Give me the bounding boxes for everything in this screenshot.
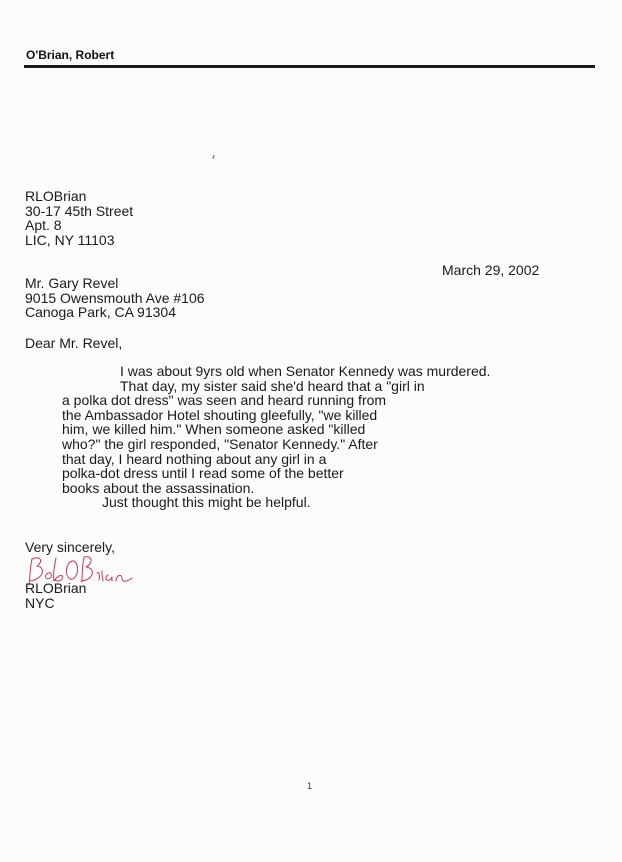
salutation: Dear Mr. Revel, [25, 335, 123, 351]
body-line: Just thought this might be helpful. [102, 494, 311, 511]
recipient-line: Canoga Park, CA 91304 [25, 304, 176, 320]
body-line: I was about 9yrs old when Senator Kennedy was murdered. [120, 363, 491, 379]
signature-block [25, 581, 86, 610]
recipient-line: 9015 Owensmouth Ave #106 [25, 289, 205, 306]
body-line: him, we killed him." When someone asked "killed [62, 421, 366, 438]
page-number: 1 [307, 781, 313, 791]
letter-body [62, 364, 490, 510]
sender-line: LIC, NY 11103 [25, 231, 115, 248]
header-rule [24, 65, 595, 68]
body-line: books about the assassination. [62, 479, 255, 496]
sender-line: Apt. 8 [25, 217, 62, 233]
signature-line: RLOBrian [25, 580, 87, 596]
body-line: polka-dot dress until I read some of the better [62, 465, 344, 482]
body-line: the Ambassador Hotel shouting gleefully, "we killed [62, 406, 378, 423]
signature-line: NYC [25, 594, 55, 611]
recipient-address [25, 276, 205, 320]
header-name: O'Brian, Robert [26, 48, 115, 62]
body-line: That day, my sister said she'd heard that a "girl in [120, 377, 425, 394]
body-line: who?" the girl responded, "Senator Kennedy." After [62, 435, 378, 452]
sender-line: RLOBrian [25, 188, 87, 204]
letter-date: March 29, 2002 [442, 262, 540, 278]
body-line: a polka dot dress" was seen and heard running from [62, 392, 387, 409]
recipient-line: Mr. Gary Revel [25, 275, 119, 291]
sender-address [25, 189, 133, 247]
closing: Very sincerely, [25, 539, 115, 555]
scan-speck [212, 155, 214, 159]
sender-line: 30-17 45th Street [25, 202, 134, 219]
body-line: that day, I heard nothing about any girl in a [62, 450, 327, 467]
